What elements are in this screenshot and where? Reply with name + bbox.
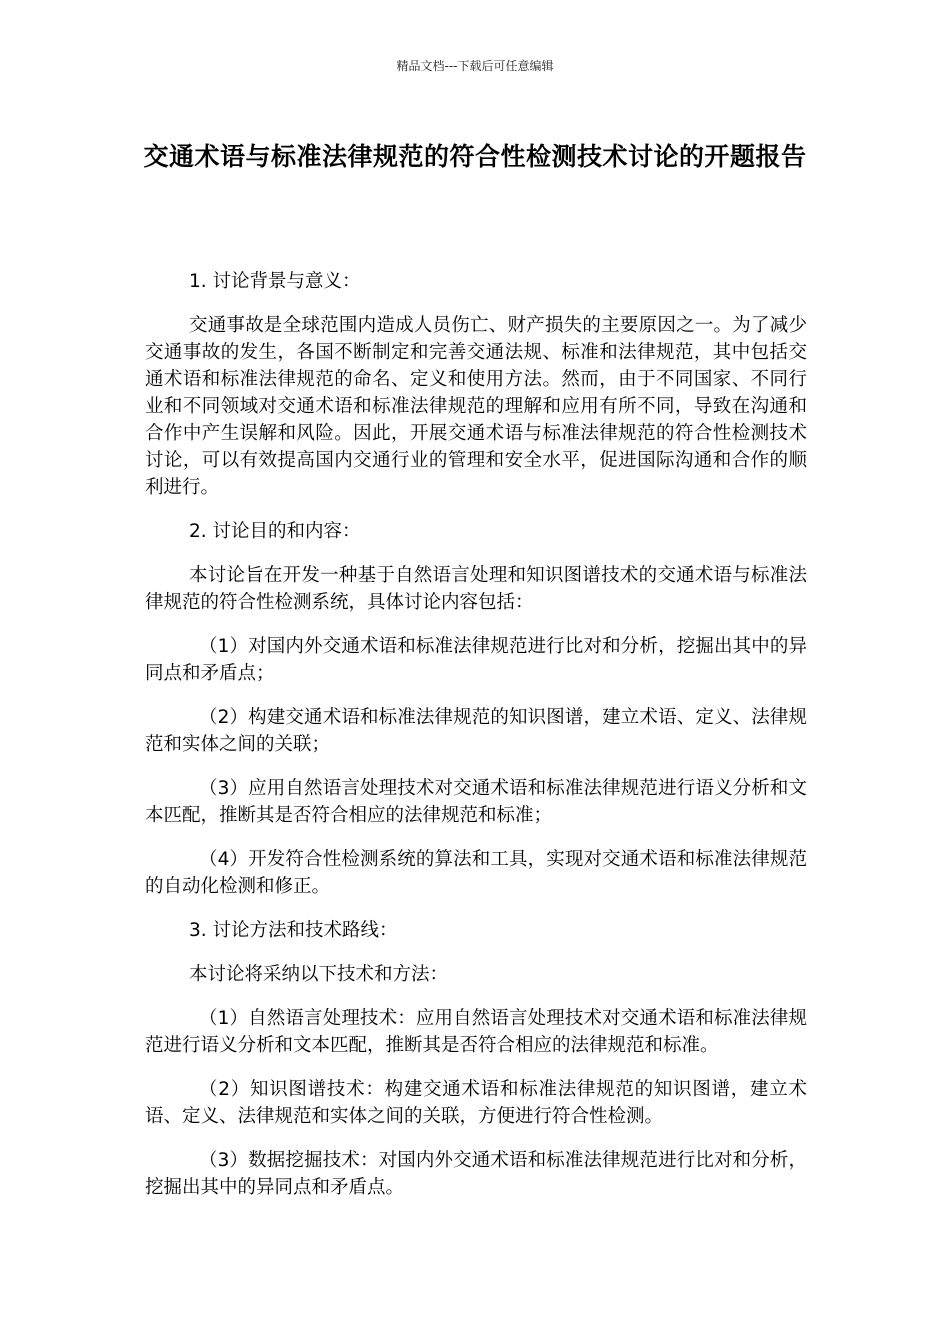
section-heading-objectives: 2. 讨论目的和内容： (189, 521, 361, 542)
document-title: 交通术语与标准法律规范的符合性检测技术讨论的开题报告 (143, 142, 807, 171)
list-item: （2）构建交通术语和标准法律规范的知识图谱，建立术语、定义、法律规范和实体之间的关联； (145, 707, 807, 755)
list-item: （3）数据挖掘技术：对国内外交通术语和标准法律规范进行比对和分析，挖掘出其中的异同点和矛盾点。 (145, 1150, 807, 1198)
body-paragraph: 本讨论将采纳以下技术和方法： (189, 964, 449, 985)
list-item: （1）对国内外交通术语和标准法律规范进行比对和分析，挖掘出其中的异同点和矛盾点； (145, 636, 807, 684)
section-heading-background: 1. 讨论背景与意义： (189, 271, 361, 292)
document-body (145, 268, 807, 1218)
list-item: （4）开发符合性检测系统的算法和工具，实现对交通术语和标准法律规范的自动化检测和修正。 (145, 849, 807, 897)
section-heading-methods: 3. 讨论方法和技术路线： (189, 920, 398, 941)
list-item: （1）自然语言处理技术：应用自然语言处理技术对交通术语和标准法律规范进行语义分析和文本匹配，推断其是否符合相应的法律规范和标准。 (145, 1008, 807, 1056)
header-note: 精品文档---下载后可任意编辑 (396, 59, 554, 73)
list-item: （3）应用自然语言处理技术对交通术语和标准法律规范进行语义分析和文本匹配，推断其是否符合相应的法律规范和标准； (145, 778, 807, 826)
list-item: （2）知识图谱技术：构建交通术语和标准法律规范的知识图谱，建立术语、定义、法律规范和实体之间的关联，方便进行符合性检测。 (145, 1079, 807, 1127)
body-paragraph: 交通事故是全球范围内造成人员伤亡、财产损失的主要原因之一。为了减少交通事故的发生，各国不断制定和完善交通法规、标准和法律规范，其中包括交通术语和标准法律规范的命名、定义和使用方法。然而，由于不同国家、不同行业和不同领域对交通术语和标准法律规范的理解和应用有所不同，导致在沟通和合作中产生误解和风险。因此，开展交通术语与标准法律规范的符合性检测技术讨论，可以有效提高国内交通行业的管理和安全水平，促进国际沟通和合作的顺利进行。 (145, 315, 807, 498)
body-paragraph: 本讨论旨在开发一种基于自然语言处理和知识图谱技术的交通术语与标准法律规范的符合性检测系统，具体讨论内容包括： (145, 565, 807, 613)
